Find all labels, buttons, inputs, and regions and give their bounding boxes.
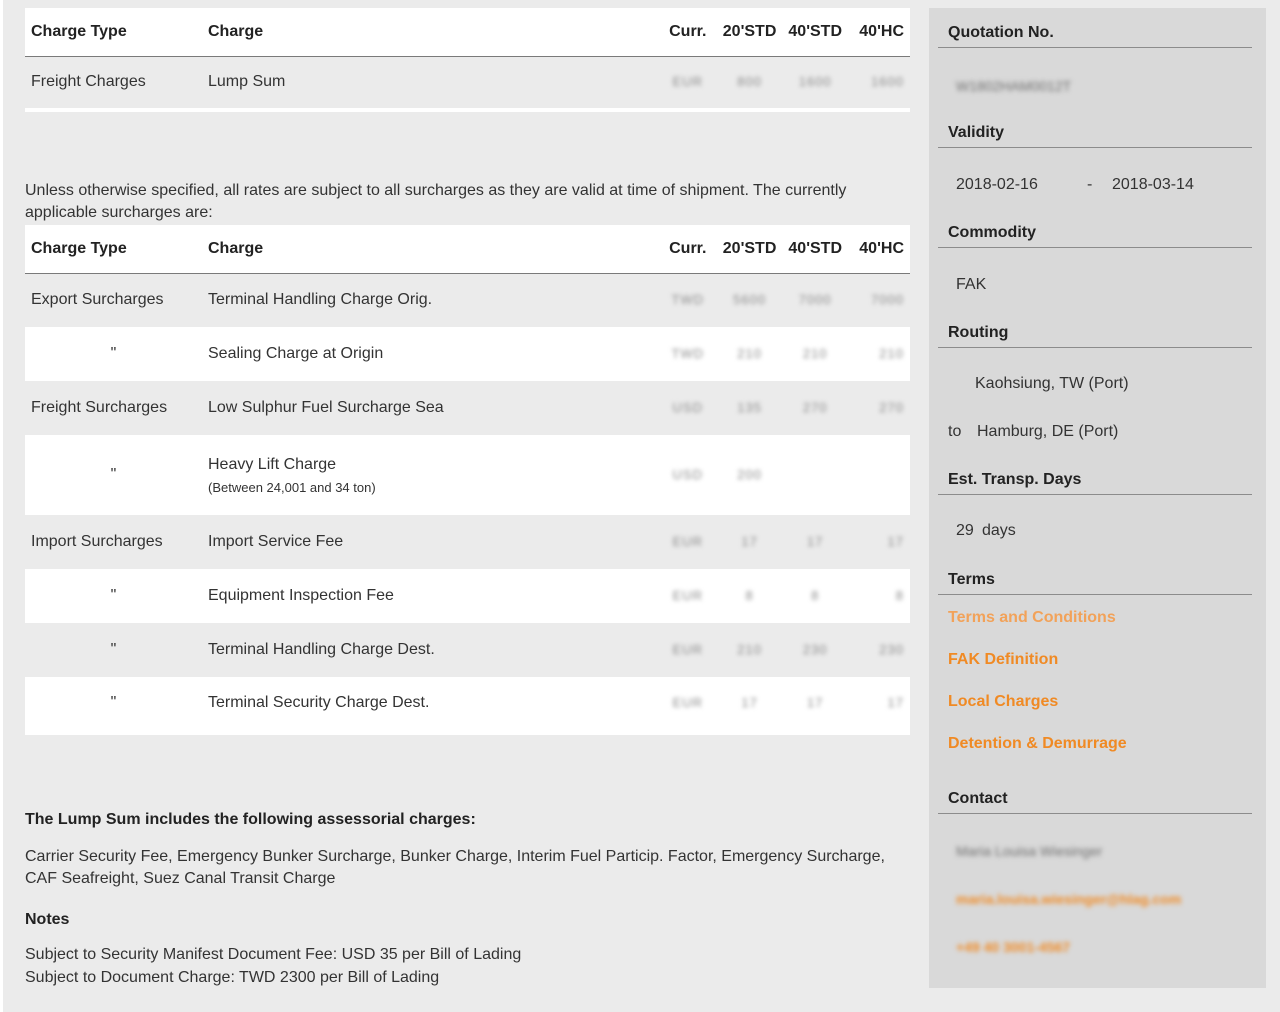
contact-email-link[interactable]: maria.louisa.wiesinger@hlag.com bbox=[956, 891, 1182, 907]
cell-20std-redacted: 200 bbox=[737, 467, 762, 482]
cell-charge: Equipment Inspection Fee bbox=[202, 569, 659, 623]
cell-20std-redacted: 17 bbox=[741, 534, 758, 549]
cell-charge: Import Service Fee bbox=[202, 515, 659, 569]
header-charge: Charge bbox=[202, 8, 659, 56]
cell-charge: Sealing Charge at Origin bbox=[202, 327, 659, 381]
cell-currency-redacted: USD bbox=[672, 400, 703, 415]
table-header-row bbox=[25, 8, 910, 56]
note-line: Subject to Security Manifest Document Fee: USD 35 per Bill of Lading bbox=[25, 946, 522, 963]
lump-sum-title: The Lump Sum includes the following assessorial charges: bbox=[25, 811, 476, 828]
terms-label: Terms bbox=[938, 571, 1252, 595]
table-row bbox=[25, 677, 910, 729]
cell-20std-redacted: 5600 bbox=[733, 292, 767, 308]
cell-20std-redacted: 800 bbox=[737, 74, 762, 90]
cell-20std-redacted: 135 bbox=[737, 400, 762, 415]
table-spacer bbox=[25, 729, 910, 735]
cell-20std-redacted: 17 bbox=[741, 695, 758, 710]
cell-20std-redacted: 210 bbox=[737, 346, 762, 361]
table-row bbox=[25, 515, 910, 569]
cell-charge: Terminal Handling Charge Dest. bbox=[202, 623, 659, 677]
notes-title: Notes bbox=[25, 911, 70, 928]
cell-40std-redacted: 7000 bbox=[798, 292, 832, 308]
charge-name: Heavy Lift Charge bbox=[208, 455, 337, 473]
cell-charge bbox=[202, 435, 659, 515]
table-row bbox=[25, 623, 910, 677]
cell-40hc-empty bbox=[848, 435, 910, 515]
cell-charge: Terminal Handling Charge Orig. bbox=[202, 273, 659, 327]
header-charge-type: Charge Type bbox=[25, 225, 202, 273]
cell-40std-redacted: 210 bbox=[802, 346, 828, 361]
contact-name: Maria Louisa Wiesinger bbox=[956, 843, 1103, 859]
routing-destination: Hamburg, DE (Port) bbox=[977, 423, 1119, 440]
cell-currency-redacted: USD bbox=[672, 467, 703, 482]
header-40hc: 40'HC bbox=[848, 225, 910, 273]
freight-charges-table bbox=[25, 8, 910, 112]
note-line: Subject to Document Charge: TWD 2300 per Bill of Lading bbox=[25, 969, 440, 986]
cell-charge-type-ditto: " bbox=[25, 327, 202, 381]
header-40std: 40'STD bbox=[782, 8, 848, 56]
charge-note: (Between 24,001 and 34 ton) bbox=[208, 479, 376, 495]
cell-40hc-redacted: 1600 bbox=[871, 74, 904, 90]
cell-charge-type-ditto: " bbox=[25, 435, 202, 515]
validity-separator: - bbox=[1087, 176, 1093, 193]
cell-40hc-redacted: 17 bbox=[887, 534, 904, 549]
routing-to-word: to bbox=[948, 423, 962, 440]
cell-charge: Lump Sum bbox=[202, 56, 659, 108]
cell-40hc-redacted: 8 bbox=[895, 588, 904, 603]
transit-days-label: Est. Transp. Days bbox=[938, 471, 1252, 495]
cell-40hc-redacted: 7000 bbox=[871, 292, 904, 308]
table-row bbox=[25, 569, 910, 623]
header-40std: 40'STD bbox=[782, 225, 848, 273]
header-charge-type: Charge Type bbox=[25, 8, 202, 56]
local-charges-link[interactable]: Local Charges bbox=[948, 693, 1059, 710]
cell-40hc-redacted: 17 bbox=[887, 695, 904, 710]
cell-40std-redacted: 17 bbox=[806, 695, 824, 710]
header-20std: 20'STD bbox=[717, 225, 783, 273]
header-20std: 20'STD bbox=[717, 8, 783, 56]
contact-phone-link[interactable]: +49 40 3001-4567 bbox=[956, 939, 1071, 955]
cell-currency-redacted: EUR bbox=[672, 588, 703, 603]
cell-charge-type: Freight Surcharges bbox=[25, 381, 202, 435]
cell-20std-redacted: 8 bbox=[745, 588, 754, 603]
cell-20std-redacted: 210 bbox=[737, 642, 762, 657]
cell-40std-redacted: 1600 bbox=[798, 74, 832, 90]
cell-charge-type: Import Surcharges bbox=[25, 515, 202, 569]
table-row bbox=[25, 273, 910, 327]
cell-40hc-redacted: 210 bbox=[879, 346, 904, 361]
header-currency: Curr. bbox=[659, 225, 717, 273]
cell-currency-redacted: EUR bbox=[672, 74, 703, 90]
routing-origin: Kaohsiung, TW (Port) bbox=[975, 375, 1129, 392]
transit-days-value: 29 bbox=[956, 522, 974, 539]
table-row bbox=[25, 56, 910, 108]
validity-label: Validity bbox=[938, 124, 1252, 148]
cell-currency-redacted: EUR bbox=[672, 534, 703, 549]
terms-and-conditions-link[interactable]: Terms and Conditions bbox=[948, 609, 1116, 626]
commodity-value: FAK bbox=[956, 276, 987, 293]
lump-sum-text: Carrier Security Fee, Emergency Bunker Surcharge, Bunker Charge, Interim Fuel Particip. Factor, Emergency Surcharge, CAF Seafreight, Suez Canal Transit Charge bbox=[25, 848, 885, 887]
cell-40std-redacted: 8 bbox=[811, 588, 820, 603]
transit-days-unit: days bbox=[982, 522, 1016, 539]
cell-40std-redacted: 17 bbox=[806, 534, 824, 549]
routing-label: Routing bbox=[938, 324, 1252, 348]
cell-charge: Terminal Security Charge Dest. bbox=[202, 677, 659, 729]
cell-currency-redacted: EUR bbox=[672, 642, 703, 657]
validity-from: 2018-02-16 bbox=[956, 176, 1038, 193]
surcharges-intro-text: Unless otherwise specified, all rates are subject to all surcharges as they are valid at time of shipment. The currently applicable surcharges are: bbox=[25, 182, 847, 221]
cell-40std-redacted: 270 bbox=[802, 400, 828, 415]
cell-charge-type: Freight Charges bbox=[25, 56, 202, 108]
cell-charge-type-ditto: " bbox=[25, 677, 202, 729]
header-40hc: 40'HC bbox=[848, 8, 910, 56]
cell-currency-redacted: TWD bbox=[671, 346, 705, 361]
table-row bbox=[25, 435, 910, 515]
fak-definition-link[interactable]: FAK Definition bbox=[948, 651, 1059, 668]
commodity-label: Commodity bbox=[938, 224, 1252, 248]
cell-40hc-redacted: 230 bbox=[879, 642, 904, 657]
quotation-page bbox=[3, 0, 1280, 1012]
detention-demurrage-link[interactable]: Detention & Demurrage bbox=[948, 735, 1127, 752]
quotation-number-value: W1802HAM0012T bbox=[956, 78, 1072, 94]
cell-40std-redacted: 230 bbox=[802, 642, 828, 657]
cell-currency-redacted: EUR bbox=[672, 695, 703, 710]
cell-charge: Low Sulphur Fuel Surcharge Sea bbox=[202, 381, 659, 435]
header-currency: Curr. bbox=[659, 8, 717, 56]
cell-charge-type-ditto: " bbox=[25, 623, 202, 677]
validity-to: 2018-03-14 bbox=[1112, 176, 1194, 193]
table-spacer bbox=[25, 108, 910, 112]
cell-currency-redacted: TWD bbox=[671, 292, 705, 308]
table-row bbox=[25, 327, 910, 381]
cell-charge-type-ditto: " bbox=[25, 569, 202, 623]
table-row bbox=[25, 381, 910, 435]
cell-charge-type: Export Surcharges bbox=[25, 273, 202, 327]
header-charge: Charge bbox=[202, 225, 659, 273]
quotation-sidebar bbox=[929, 8, 1266, 988]
table-header-row bbox=[25, 225, 910, 273]
contact-label: Contact bbox=[938, 790, 1252, 814]
cell-40hc-redacted: 270 bbox=[879, 400, 904, 415]
quotation-number-label: Quotation No. bbox=[938, 24, 1252, 48]
surcharges-table bbox=[25, 225, 910, 735]
cell-40std-empty bbox=[782, 435, 848, 515]
